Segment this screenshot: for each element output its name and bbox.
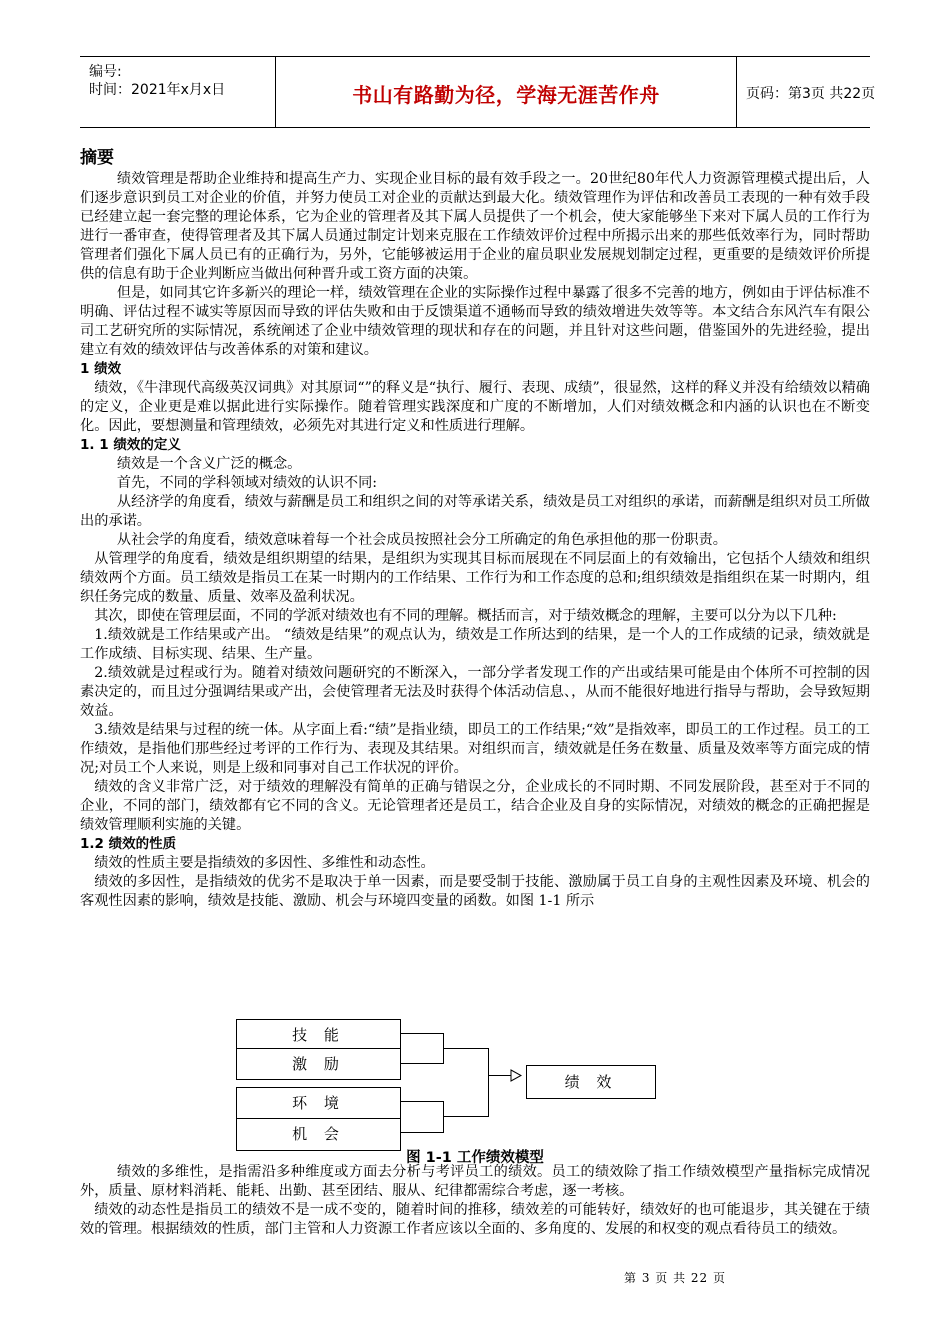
connector-line xyxy=(443,1048,489,1049)
factor-box-environment: 环 境 xyxy=(236,1087,401,1119)
factor-box-motivation: 激 励 xyxy=(236,1048,401,1080)
paragraph: 2.绩效就是过程或行为。随着对绩效问题研究的不断深入，一部分学者发现工作的产出或结果可能是由个体所不可控制的因素决定的，而且过分强调结果或产出，会使管理者无法及时获得个体活动信息、，从而不能很好地进行指导与帮助，会导致短期效益。 xyxy=(80,665,870,719)
connector-line xyxy=(400,1101,444,1102)
connector-line xyxy=(400,1063,444,1064)
page-footer: 第 3 页 共 22 页 xyxy=(624,1271,726,1285)
paragraph: 从社会学的角度看，绩效意味着每一个社会成员按照社会分工所确定的角色承担他的那一份职责。 xyxy=(116,532,727,548)
connector-line xyxy=(488,1048,489,1117)
paragraph: 绩效的含义非常广泛，对于绩效的理解没有简单的正确与错误之分，企业成长的不同时期、不同发展阶段，甚至对于不同的企业，不同的部门，绩效都有它不同的含义。无论管理者还是员工，结合企业及自身的实际情况，对绩效的概念的正确把握是绩效管理顺利实施的关键。 xyxy=(80,779,870,833)
paragraph: 从管理学的角度看，绩效是组织期望的结果，是组织为实现其目标而展现在不同层面上的有效输出，它包括个人绩效和组织绩效两个方面。员工绩效是指员工在某一时期内的工作结果、工作行为和工作态度的总和;组织绩效是指组织在某一时期内，组织任务完成的数量、质量、效率及盈利状况。 xyxy=(80,551,870,605)
paragraph: 首先，不同的学科领域对绩效的认识不同: xyxy=(116,475,378,491)
section-1-1-title: 1. 1 绩效的定义 xyxy=(80,437,181,453)
number-label: 编号: xyxy=(89,64,122,80)
document-body xyxy=(80,146,870,911)
paragraph: 绩效的多维性，是指需沿多种维度或方面去分析与考评员工的绩效。员工的绩效除了指工作绩效模型产量指标完成情况外，质量、原材料消耗、能耗、出勤、甚至团结、服从、纪律都需综合考虑，逐一考核。 xyxy=(80,1164,870,1199)
header-motto: 书山有路勤为径，学海无涯苦作舟 xyxy=(352,83,660,107)
figure-caption: 图 1-1 工作绩效模型 xyxy=(406,1150,544,1166)
time-label: 时间：2021年x月x日 xyxy=(89,82,226,98)
header-page-cell xyxy=(736,57,876,127)
paragraph: 绩效的多因性，是指绩效的优劣不是取决于单一因素，而是要受制于技能、激励属于员工自身的主观性因素及环境、机会的客观性因素的影响，绩效是技能、激励、机会与环境四变量的函数。如图 1-1 所示 xyxy=(80,874,870,909)
paragraph: 其次，即使在管理层面，不同的学派对绩效也有不同的理解。概括而言，对于绩效概念的理解，主要可以分为以下几种: xyxy=(94,608,837,624)
section-1-paragraph: 绩效，《牛津现代高级英汉词典》对其原词“”的释义是“执行、履行、表现、成绩”，很显然，这样的释义并没有给绩效以精确的定义，企业更是难以据此进行实际操作。随着管理实践深度和广度的不断增加，人们对绩效概念和内涵的认识也在不断变化。因此，要想测量和管理绩效，必须先对其进行定义和性质进行理解。 xyxy=(80,380,870,434)
document-body-continued xyxy=(80,1163,870,1239)
connector-line xyxy=(443,1116,489,1117)
section-1-2-title: 1.2 绩效的性质 xyxy=(80,836,177,852)
abstract-paragraph: 绩效管理是帮助企业维持和提高生产力、实现企业目标的最有效手段之一。20世纪80年代人力资源管理模式提出后，人们逐步意识到员工对企业的价值，并努力使员工对企业的贡献达到最大化。绩效管理作为评估和改善员工表现的一种有效手段已经建立起一套完整的理论体系，它为企业的管理者及其下属人员提供了一个机会，使大家能够坐下来对下属人员的工作行为进行一番审查，使得管理者及其下属人员通过制定计划来克服在工作绩效评价过程中所揭示出来的那些低效率行为，同时帮助管理者们强化下属人员已有的正确行为，另外，它能够被运用于企业的雇员职业发展规划制定过程，更重要的是绩效评价所提供的信息有助于企业判断应当做出何种晋升或工资方面的决策。 xyxy=(80,171,870,282)
paragraph: 绩效的性质主要是指绩效的多因性、多维性和动态性。 xyxy=(94,855,435,871)
paragraph: 绩效的动态性是指员工的绩效不是一成不变的，随着时间的推移，绩效差的可能转好，绩效好的也可能退步，其关键在于绩效的管理。根据绩效的性质，部门主管和人力资源工作者应该以全面的、多角度的、发展的和权变的观点看待员工的绩效。 xyxy=(80,1202,870,1237)
page-code: 页码：第3页 共22页 xyxy=(746,86,876,102)
abstract-title: 摘要 xyxy=(80,148,114,168)
header-meta-cell xyxy=(80,57,275,127)
factor-box-opportunity: 机 会 xyxy=(236,1118,401,1151)
arrow-right-icon xyxy=(510,1069,522,1082)
section-1-title: 1 绩效 xyxy=(80,361,122,377)
result-box-performance: 绩 效 xyxy=(526,1065,656,1099)
header-motto-cell xyxy=(275,57,737,127)
paragraph: 从经济学的角度看，绩效与薪酬是员工和组织之间的对等承诺关系，绩效是员工对组织的承诺，而薪酬是组织对员工所做出的承诺。 xyxy=(80,494,870,529)
abstract-paragraph: 但是，如同其它许多新兴的理论一样，绩效管理在企业的实际操作过程中暴露了很多不完善的地方，例如由于评估标准不明确、评估过程不诚实等原因而导致的评估失败和由于反馈渠道不通畅而导致的绩效增进失效等等。本文结合东风汽车有限公司工艺研究所的实际情况，系统阐述了企业中绩效管理的现状和存在的问题，并且针对这些问题，借鉴国外的先进经验，提出建立有效的绩效评估与改善体系的对策和建议。 xyxy=(80,285,870,358)
work-performance-model-diagram xyxy=(236,1019,666,1154)
connector-line xyxy=(400,1033,444,1034)
connector-line xyxy=(400,1132,444,1133)
paragraph: 绩效是一个含义广泛的概念。 xyxy=(116,456,302,472)
connector-line xyxy=(443,1101,444,1133)
document-header xyxy=(80,56,876,128)
factor-box-skill: 技 能 xyxy=(236,1019,401,1051)
paragraph: 3.绩效是结果与过程的统一体。从字面上看:“绩”是指业绩，即员工的工作结果;“效”是指效率，即员工的工作过程。员工的工作绩效，是指他们那些经过考评的工作行为、表现及其结果。对组织而言，绩效就是任务在数量、质量及效率等方面完成的情况;对员工个人来说，则是上级和同事对自己工作状况的评价。 xyxy=(80,722,870,776)
paragraph: 1.绩效就是工作结果或产出。 “绩效是结果”的观点认为，绩效是工作所达到的结果，是一个人的工作成绩的记录，绩效就是工作成绩、目标实现、结果、生产量。 xyxy=(80,627,870,662)
